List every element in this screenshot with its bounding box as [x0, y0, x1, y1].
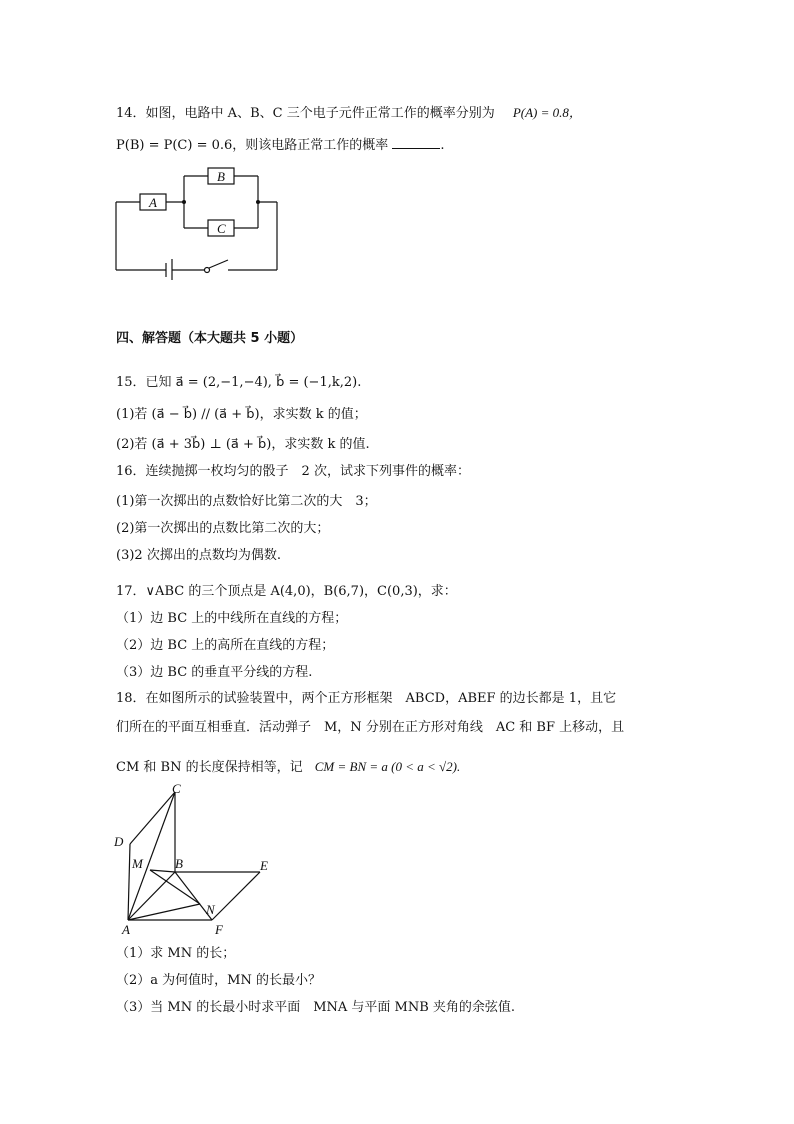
label-b: B [175, 856, 183, 871]
q17-stem: 17．∨ABC 的三个顶点是 A(4,0)，B(6,7)，C(0,3)，求： [116, 584, 457, 599]
q16-part2: (2)第一次掷出的点数比第二次的大； [116, 521, 330, 536]
label-e: E [260, 858, 268, 873]
q17-part3: （3）边 BC 的垂直平分线的方程. [116, 665, 313, 680]
q16-part3: (3)2 次掷出的点数均为偶数. [116, 548, 281, 563]
q16-part1: (1)第一次掷出的点数恰好比第二次的大 3； [116, 494, 377, 509]
q18-stem-line3-text: CM 和 BN 的长度保持相等，记 [116, 760, 303, 775]
q18-part3: （3）当 MN 的长最小时求平面 MNA 与平面 MNB 夹角的余弦值. [116, 1000, 516, 1015]
q14-end: . [440, 138, 445, 153]
box-b-label: B [217, 169, 225, 184]
q14-pa: P(A) = 0.8， [512, 105, 582, 120]
q15-part1: (1)若 (a⃗ − b⃗) // (a⃗ + b⃗)，求实数 k 的值； [116, 407, 367, 422]
cube-figure [110, 780, 280, 940]
label-d: D [114, 834, 124, 849]
answer-blank [392, 136, 440, 149]
q15-stem: 15．已知 a⃗ = (2,−1,−4), b⃗ = (−1,k,2). [116, 375, 362, 390]
q18-part1: （1）求 MN 的长； [116, 946, 236, 961]
label-m: M [132, 856, 143, 871]
q18-stem-line3 [116, 758, 460, 777]
q17-part2: （2）边 BC 上的高所在直线的方程； [116, 638, 335, 653]
label-n: N [206, 902, 215, 917]
section-title: 四、解答题（本大题共 5 小题） [116, 331, 304, 346]
q15-part2: (2)若 (a⃗ + 3b⃗) ⊥ (a⃗ + b⃗)，求实数 k 的值. [116, 437, 370, 452]
box-a-label: A [149, 195, 157, 210]
q18-stem-line2: 们所在的平面互相垂直．活动弹子 M，N 分别在正方形对角线 AC 和 BF 上移动，且 [116, 720, 625, 735]
q14-text1: 14．如图，电路中 A、B、C 三个电子元件正常工作的概率分别为 [116, 106, 495, 121]
q17-part1: （1）边 BC 上的中线所在直线的方程； [116, 611, 348, 626]
q14-text2: P(B) = P(C) = 0.6，则该电路正常工作的概率 [116, 138, 389, 153]
q18-stem-line1: 18．在如图所示的试验装置中，两个正方形框架 ABCD，ABEF 的边长都是 1，且它 [116, 691, 617, 706]
q14-line1 [116, 104, 582, 123]
label-c: C [172, 781, 181, 796]
q18-part2: （2）a 为何值时，MN 的长最小？ [116, 973, 321, 988]
box-c-label: C [217, 221, 226, 236]
circuit-diagram [110, 160, 290, 280]
q18-condition: CM = BN = a (0 < a < √2). [314, 759, 461, 774]
q16-stem: 16．连续抛掷一枚均匀的骰子 2 次，试求下列事件的概率： [116, 464, 470, 479]
label-f: F [215, 922, 223, 937]
label-a: A [122, 922, 130, 937]
q14-line2 [116, 136, 445, 155]
